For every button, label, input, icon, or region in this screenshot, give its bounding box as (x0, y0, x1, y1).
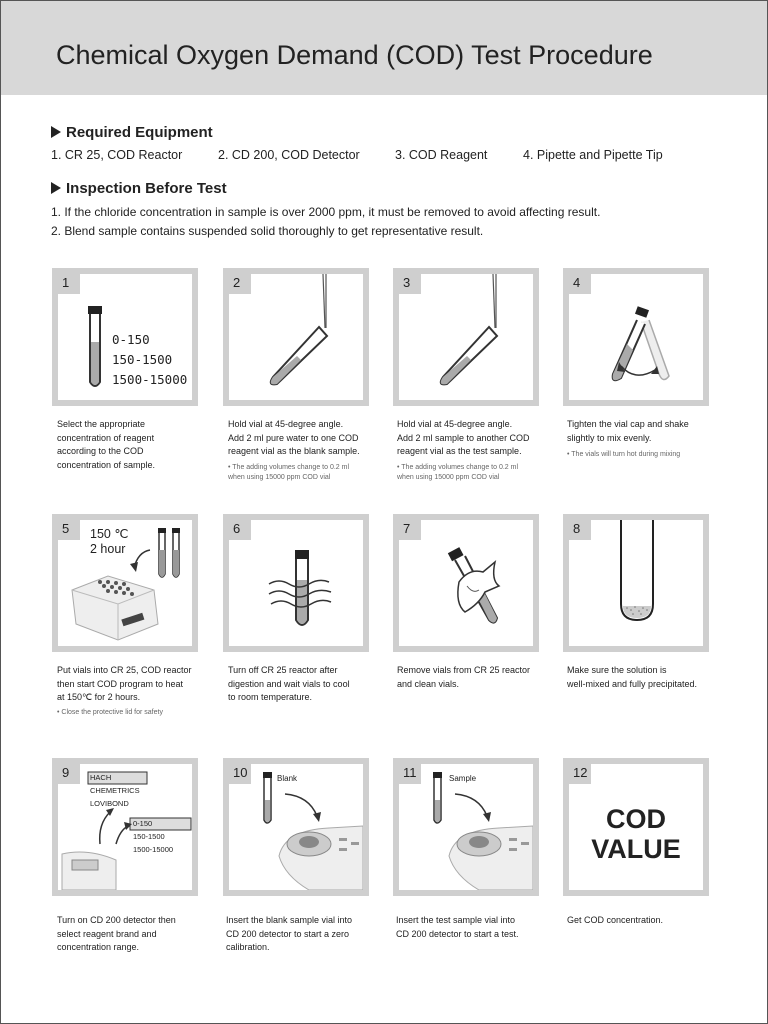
step-5-caption (57, 664, 207, 705)
brand-option: LOVIBOND (90, 799, 129, 808)
pipette-vial-icon (229, 274, 363, 400)
step-number: 6 (229, 520, 251, 540)
cleaning-vial-icon (399, 520, 533, 646)
range-option: 0-150 (112, 332, 150, 347)
range-option: 1500-15000 (133, 845, 174, 854)
caption-line: reagent vial as the test sample. (397, 446, 522, 456)
step-number: 11 (399, 764, 421, 784)
caption-line: Turn on CD 200 detector then (57, 915, 176, 925)
step-1-caption (57, 418, 207, 472)
step-number: 9 (58, 764, 80, 784)
detector-menu-icon (58, 764, 192, 890)
detector-insert-icon (229, 764, 363, 890)
brand-option: HACH (90, 773, 112, 782)
step-6-caption (228, 664, 378, 705)
inspection-heading-text: Inspection Before Test (66, 180, 227, 197)
step-8-caption (567, 664, 717, 691)
caption-line: CD 200 detector to start a test. (396, 928, 519, 939)
range-option: 150-1500 (112, 352, 173, 367)
temperature-label: 150 ℃ (90, 527, 129, 541)
caption-line: Add 2 ml pure water to one COD (228, 432, 359, 443)
step-number: 1 (58, 274, 80, 294)
inspection-item: 2. Blend sample contains suspended solid thoroughly to get representative result. (51, 224, 484, 238)
triangle-icon (51, 182, 61, 194)
step-3-caption (397, 418, 547, 459)
caption-line: calibration. (226, 942, 270, 952)
duration-label: 2 hour (90, 542, 126, 556)
step-1-panel (52, 268, 198, 406)
cod-value-line: COD (606, 804, 666, 834)
caption-line: well-mixed and fully precipitated. (567, 678, 698, 689)
step-10-panel (223, 758, 369, 896)
caption-line: Get COD concentration. (567, 915, 664, 925)
step-number: 2 (229, 274, 251, 294)
step-number: 12 (569, 764, 591, 784)
caption-line: slightly to mix evenly. (567, 432, 652, 443)
step-8-panel (563, 514, 709, 652)
caption-line: Make sure the solution is (567, 665, 667, 675)
precipitate-vial-icon (569, 520, 703, 646)
step-5-panel (52, 514, 198, 652)
step-6-panel (223, 514, 369, 652)
reactor-icon (58, 520, 192, 646)
range-option: 0-150 (133, 819, 153, 828)
step-2-panel (223, 268, 369, 406)
note-line: • The adding volumes change to 0.2 ml (397, 464, 519, 471)
note-line: • The vials will turn hot during mixing (567, 451, 681, 458)
step-9-caption (57, 914, 207, 955)
caption-line: Hold vial at 45-degree angle. (228, 419, 344, 429)
caption-line: Remove vials from CR 25 reactor (397, 665, 531, 675)
caption-line: Insert the test sample vial into (396, 915, 516, 925)
equipment-item: 2. CD 200, COD Detector (218, 148, 360, 162)
step-number: 3 (399, 274, 421, 294)
caption-line: according to the COD (57, 446, 144, 456)
caption-line: Select the appropriate (57, 419, 146, 429)
step-12-caption (567, 914, 717, 928)
step-3-panel (393, 268, 539, 406)
step-4-panel (563, 268, 709, 406)
note-line: when using 15000 ppm COD vial (228, 474, 331, 481)
step-11-panel (393, 758, 539, 896)
step-5-note (57, 708, 207, 718)
caption-line: select reagent brand and (57, 928, 157, 939)
vial-label: Blank (277, 774, 298, 783)
step-7-caption (397, 664, 547, 691)
caption-line: concentration range. (57, 942, 140, 952)
step-3-note (397, 463, 547, 483)
range-option: 150-1500 (133, 832, 165, 841)
step-number: 4 (569, 274, 591, 294)
brand-option: CHEMETRICS (90, 786, 140, 795)
caption-line: Insert the blank sample vial into (226, 915, 353, 925)
step-2-caption (228, 418, 378, 459)
caption-line: and clean vials. (397, 678, 460, 689)
step-11-caption (396, 914, 546, 941)
caption-line: concentration of sample. (57, 459, 156, 470)
equipment-item: 1. CR 25, COD Reactor (51, 148, 183, 162)
step-4-caption (567, 418, 717, 445)
step-10-caption (226, 914, 376, 955)
pipette-vial-icon (399, 274, 533, 400)
cooling-vial-icon (229, 520, 363, 646)
caption-line: to room temperature. (228, 692, 313, 702)
shaking-vial-icon (569, 274, 703, 400)
equipment-item: 4. Pipette and Pipette Tip (523, 148, 663, 162)
step-12-panel (563, 758, 709, 896)
step-7-panel (393, 514, 539, 652)
vial-label: Sample (449, 774, 477, 783)
equipment-item: 3. COD Reagent (395, 148, 488, 162)
step-number: 7 (399, 520, 421, 540)
note-line: • The adding volumes change to 0.2 ml (228, 464, 350, 471)
cod-value-line: VALUE (591, 834, 681, 864)
caption-line: reagent vial as the blank sample. (228, 446, 360, 456)
note-line: when using 15000 ppm COD vial (397, 474, 500, 481)
step-9-panel (52, 758, 198, 896)
caption-line: at 150℃ for 2 hours. (57, 692, 141, 702)
step-number: 5 (58, 520, 80, 540)
equipment-heading (51, 124, 213, 141)
step-2-note (228, 463, 378, 483)
inspection-item: 1. If the chloride concentration in sample is over 2000 ppm, it must be removed to avoid affecting result. (51, 205, 601, 219)
step-number: 10 (229, 764, 251, 784)
caption-line: CD 200 detector to start a zero (226, 928, 350, 939)
caption-line: concentration of reagent (57, 432, 155, 443)
triangle-icon (51, 126, 61, 138)
caption-line: Add 2 ml sample to another COD (397, 432, 530, 443)
range-option: 1500-15000 (112, 372, 188, 387)
caption-line: then start COD program to heat (57, 678, 184, 689)
step-number: 8 (569, 520, 591, 540)
inspection-heading (51, 180, 227, 197)
equipment-heading-text: Required Equipment (66, 124, 213, 141)
note-line: • Close the protective lid for safety (57, 709, 163, 716)
step-4-note (567, 450, 717, 460)
page-title: Chemical Oxygen Demand (COD) Test Procedure (56, 40, 653, 70)
detector-insert-icon (399, 764, 533, 890)
caption-line: Put vials into CR 25, COD reactor (57, 665, 192, 675)
caption-line: Tighten the vial cap and shake (567, 419, 689, 429)
caption-line: Turn off CR 25 reactor after (228, 665, 338, 675)
caption-line: digestion and wait vials to cool (228, 678, 350, 689)
caption-line: Hold vial at 45-degree angle. (397, 419, 513, 429)
